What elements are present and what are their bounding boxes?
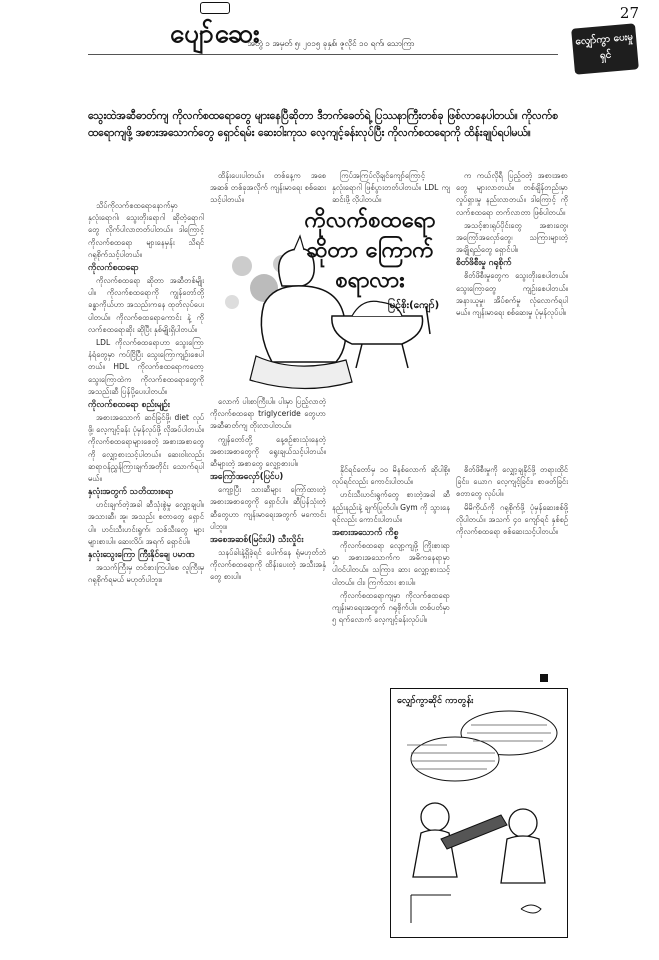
issue-line: အတွဲ ၁ အမှတ် ၅၊ ၂၀၁၅ ခုနှစ်၊ ဇူလိုင် ၁၀ ရက်၊ သောကြာ <box>247 39 415 48</box>
page-header <box>0 0 659 78</box>
column-subheading: အစားအသောက် ကိစ္စ <box>332 528 399 539</box>
column-paragraph: အသက်ကြီးမှ တင်စားကြပါစေ လူကြီးမှ ဂရုစိုက်ရမယ် မဟုတ်ပါဘူး။ <box>88 563 204 585</box>
cartoon-drawing <box>391 689 566 935</box>
article-intro: သွေးထဲအဆီဓာတ်ကျ ကိုလက်စထရောတွေ များနေပြီဆိုတာ ဒီဘက်ခေတ်ရဲ့ ပြဿနာကြီးတစ်ခု ဖြစ်လာနေပါတယ်။ ကိုလက်စထရောကျဖို့ အစားအသောက်တွေ ရှောင်ရမ်း ဆေးဝါးကုသ လေ့ကျင့်ခန်းလုပ်ပြီး ကိုလက်စထရောကို ထိန်းချုပ်ရပါမယ်။ <box>88 110 558 139</box>
column-paragraph: မိမိကိုယ်ကို ဂရုစိုက်ဖို့ ပုံမှန်ဆေးစစ်ဖို့ လိုပါတယ်။ အသက် ၄၀ ကျော်ရင် နှစ်စဉ် ကိုလက်စထရော စစ်ဆေးသင့်ပါတယ်။ <box>456 502 568 537</box>
column-subheading: ကိုလက်စထရော <box>88 263 139 274</box>
article-column-2-top <box>210 170 326 204</box>
column-subheading: စိတ်ဖိစီးမှု ဂရုစိုက် <box>456 258 512 269</box>
section-badge-label: လျှော်ကွာ ပေးမှုရှင် <box>574 31 634 62</box>
column-paragraph: အသင့်စားရုပ်ပိုင်းတွေ အစားတွေ၊ အကြော်အလှော်တွေ၊ သကြားများတဲ့ အချိုရည်တွေ ရှောင်ပါ။ <box>456 220 568 255</box>
column-paragraph: နိုင်ရင်တော်မှ ၁၀ မိနစ်လောက် ဆိုပါစို့။ လုပ်ရင်လည်း ကောင်းပါတယ်။ <box>332 465 450 487</box>
article-column-2 <box>210 396 326 938</box>
header-divider <box>88 54 558 55</box>
article-illustration <box>212 206 450 396</box>
page-number: 27 <box>619 4 639 22</box>
article-end-mark <box>540 674 548 682</box>
column-paragraph: အစားအသောက် ဆင်ခြင်ဖို့၊ diet လုပ်ဖို့၊ လေ့ကျင့်ခန်း ပုံမှန်လုပ်ဖို့ လိုအပ်ပါတယ်။ ကိုလက်စထရောများစေတဲ့ အစားအစာတွေကို လျှော့စားသင့်ပါတယ်။ ဆေးဝါးလည်း ဆရာဝန်ညွှန်ကြားချက်အတိုင်း သောက်ရပါမယ်။ <box>88 413 204 484</box>
logo-text: ပျော်ဆေး <box>170 19 261 49</box>
illustration-title: ကိုလက်စထရော ဆိုတာ ကြောက်စရာလား <box>304 208 436 293</box>
column-paragraph: လောက် ပါးစာကြီးပါ။ ပါးမှာ ပြည့်လာတဲ့ကိုလက်စထရော triglyceride တွေဟာ အဆီဓာတ်ကျ တိုးလာပါတယ်။ <box>210 397 326 431</box>
column-subheading: ကိုလက်စထရော စည်းမျဉ်း <box>88 400 170 411</box>
column-paragraph: LDL ကိုလက်စထရောဟာ သွေးကြောနံရံတွေမှာ ကပ်ငြိပြီး သွေးကြောကျဉ်းစေပါတယ်။ HDL ကိုလက်စထရောကတော့ သွေးကြောထဲက ကိုလက်စထရောတွေကို အသည်းဆီ ပြန်ပို့ပေးပါတယ်။ <box>88 338 204 396</box>
article-column-1 <box>88 200 204 938</box>
column-paragraph: ဟင်းသီးဟင်းရွက်တွေ စားတဲ့အခါ ဆီနည်းနည်းနဲ့ ချက်ပြုတ်ပါ။ Gym ကို သွားနေရင်လည်း ကောင်းပါတယ်။ <box>332 490 450 524</box>
column-paragraph: ကျွန်တော်တို့ နေ့စဉ်စားသုံးနေတဲ့ အစားအစာတွေကို ရွေးချယ်သင့်ပါတယ်။ ဆီများတဲ့ အစာတွေ လျှော့စားပါ။ <box>210 434 326 469</box>
column-paragraph: သိပ်ကိုလက်စထရောနောက်မှာ နှလုံးရောဂါ၊ သွေးတိုးရောဂါ ဆိုတဲ့ရောဂါတွေ လိုက်ပါလာတတ်ပါတယ်။ ဒါကြောင့် ကိုလက်စထရော များနေမှန်း သိရင် ဂရုစိုက်သင့်ပါတယ်။ <box>88 201 204 259</box>
column-paragraph: စိတ်ဖိစီးမှုတွေက သွေးတိုးစေပါတယ်။ သွေးကြောတွေ ကျဉ်းစေပါတယ်။ အနားယူမှု၊ အိပ်စက်မှု လုံလောက်ရပါမယ်။ ကျန်းမာရေး စစ်ဆေးမှု ပုံမှန်လုပ်ပါ။ <box>456 271 568 318</box>
column-paragraph: ဟင်းချက်တဲ့အခါ ဆီသုံးစွဲမှု လျှော့ချပါ။ အသားဆီ၊ အူ၊ အသည်း စတာတွေ ရှောင်ပါ။ ဟင်းသီးဟင်းရွက်၊ သစ်သီးတွေ များများစားပါ။ ဆေးလိပ်၊ အရက် ရှောင်ပါ။ <box>88 500 204 546</box>
column-subheading: အကြော်အလှော်(ပြင်ပ) <box>210 472 284 483</box>
column-paragraph: ကိုလက်စထရောကျမှာ ကိုလက်စထရော ကျန်းမာရေးအတွက် ဂရုစိုက်ပါ။ တစ်ပတ်မှာ ၅ ရက်လောက် လေ့ကျင့်ခန်းလုပ်ပါ။ <box>332 590 450 625</box>
column-subheading: နှလုံးအတွက် သတိထားစရာ <box>88 487 174 498</box>
column-paragraph: စိတ်ဖိစီးမှုကို လျှော့ချနိုင်ဖို့ တရားထိုင်ခြင်း၊ ယောဂ လေ့ကျင့်ခြင်း၊ စာဖတ်ခြင်း စတာတွေ လုပ်ပါ။ <box>456 465 568 499</box>
article-column-4-top <box>456 170 568 460</box>
illustration-author: မြင့်စိုး(ကျော်) <box>388 300 440 311</box>
cartoon-box <box>390 688 568 938</box>
column-paragraph: ကျော့ပြီး သားဆီများ ကြော်ထားတဲ့ အစားအစာတွေကို ရှောင်ပါ။ ဆီပြန်သုံးတဲ့ ဆီတွေဟာ ကျန်းမာရေးအတွက် မကောင်းပါဘူး။ <box>210 485 326 531</box>
column-subheading: အစေအဆစ်(မြင်းပါ) သီးလှိုင်း <box>210 535 304 546</box>
column-subheading: နှလုံးသွေးကြော ကြီးနိုင်ချေ ပမာဏ <box>88 550 195 561</box>
cartoon-heading: လျှော်ကွာဆိုင် ကာတွန်း <box>397 696 474 706</box>
article-column-4 <box>456 464 568 684</box>
crown-icon <box>200 2 230 14</box>
column-paragraph: ကြပ်အကြပ်လိုချင်ကျော်ကြောင့် နှလုံးရောဂါ ဖြစ်ပွားတတ်ပါတယ်။ LDL ကျဆင်းဖို့ လိုပါတယ်။ <box>332 171 450 204</box>
column-paragraph: ကိုလက်စထရော ဆိုတာ အဆီတစ်မျိုးပါ။ ကိုလက်စထရောကို ကျွန်တော်တို့ ခန္ဓာကိုယ်ဟာ အသည်းကနေ ထုတ်လုပ်ပေးပါတယ်။ ကိုလက်စထရောကောင်း နဲ့ ကိုလက်စထရောဆိုး ဆိုပြီး နှစ်မျိုးရှိပါတယ်။ <box>88 276 204 334</box>
column-paragraph: ကိုလက်စထရော လျော့ကျဖို့ ကြိုးစားရာမှာ အစားအသောက်က အဓိကနေရာမှာ ပါဝင်ပါတယ်။ သကြား၊ ဆား လျှော့စားသင့်ပါတယ်။ ငါး၊ ကြက်သား စားပါ။ <box>332 541 450 587</box>
column-paragraph: သနပ်ခါးနဲ့ရှိခဲ့ရင် ပေါက်နေ ရုံမဟုတ်ဘဲ ကိုလက်စထရောကို ထိန်းပေးတဲ့ အသီးအနှံ တွေ စားပါ။ <box>210 548 326 582</box>
article-column-3-top <box>332 170 450 204</box>
section-badge <box>571 23 639 74</box>
column-paragraph: က ကယ်လိုရီ ပြည့်ဝတဲ့ အစားအစာတွေ များလာတယ်။ တစ်ချိန်တည်းမှာ လှုပ်ရှားမှု နည်းလာတယ်။ ဒါကြောင့် ကိုလက်စထရော တက်လာတာ ဖြစ်ပါတယ်။ <box>456 171 568 217</box>
column-paragraph: ထိန်းပေးပါတယ်။ တစ်နေ့က အစေအဆစ် တစ်ခုအလိုက် ကျန်းမာရေး စစ်ဆေးသင့်ပါတယ်။ <box>210 171 326 204</box>
